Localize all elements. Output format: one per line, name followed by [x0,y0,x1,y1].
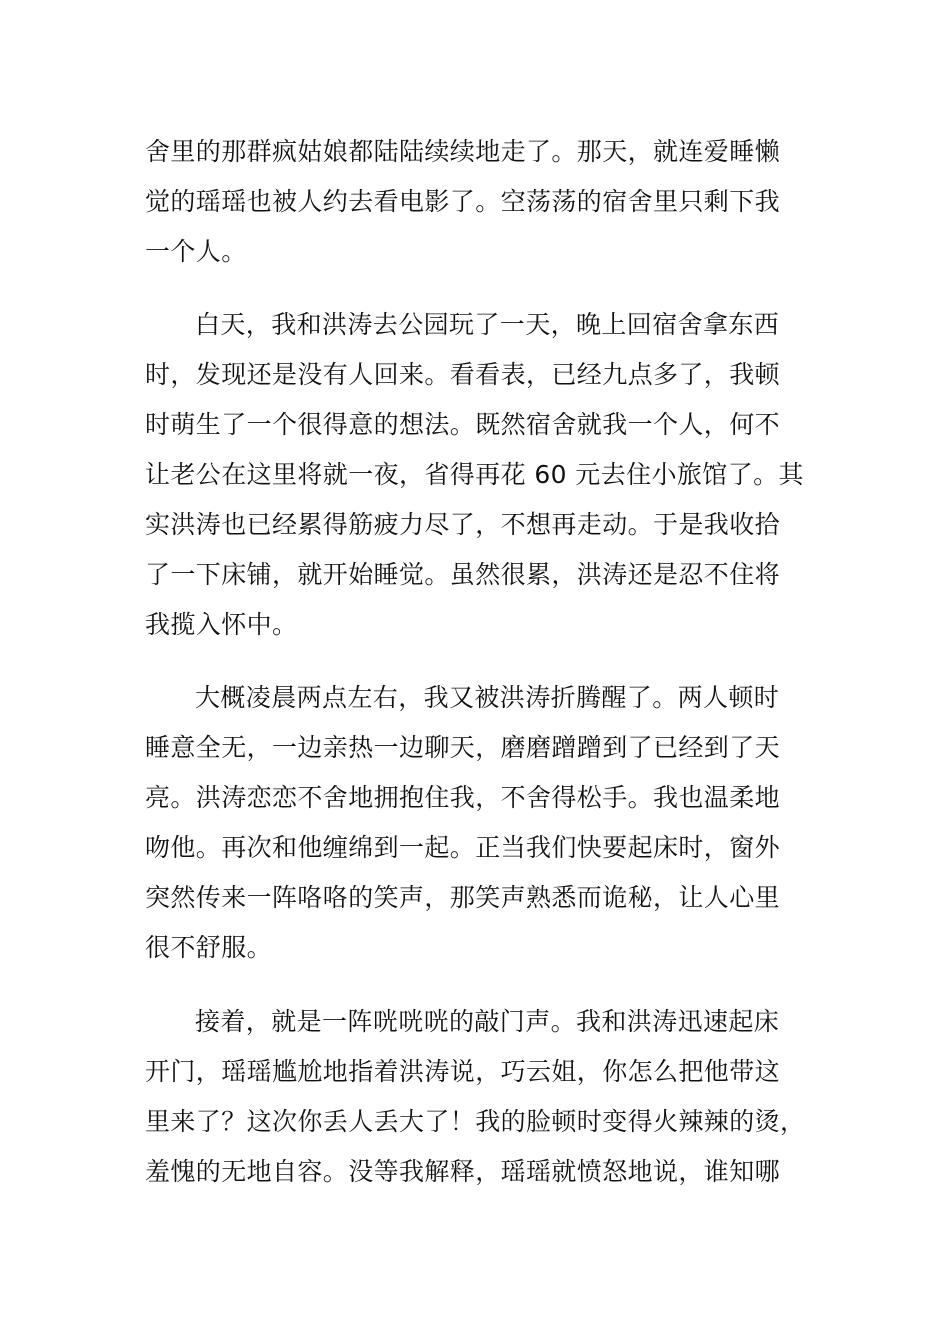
text-line: 一个人。 [145,237,247,266]
text-line: 接着，就是一阵咣咣咣的敲门声。我和洪涛迅速起床 [195,1007,780,1036]
text-line: 时，发现还是没有人回来。看看表，已经九点多了，我顿 [145,360,781,389]
text-line: 开门，瑶瑶尴尬地指着洪涛说，巧云姐，你怎么把他带这 [145,1057,781,1086]
text-line: 时萌生了一个很得意的想法。既然宿舍就我一个人，何不 [145,410,781,439]
text-line: 了一下床铺，就开始睡觉。虽然很累，洪涛还是忍不住将 [145,560,781,589]
text-line: 突然传来一阵咯咯的笑声，那笑声熟悉而诡秘，让人心里 [145,883,781,912]
text-line: 实洪涛也已经累得筋疲力尽了，不想再走动。于是我收拾 [145,510,781,539]
text-line: 羞愧的无地自容。没等我解释，瑶瑶就愤怒地说，谁知哪 [145,1157,781,1186]
text-line: 觉的瑶瑶也被人约去看电影了。空荡荡的宿舍里只剩下我 [145,187,781,216]
text-line: 睡意全无，一边亲热一边聊天，磨磨蹭蹭到了已经到了天 [145,733,781,762]
text-line: 大概凌晨两点左右，我又被洪涛折腾醒了。两人顿时 [195,683,780,712]
text-line: 亮。洪涛恋恋不舍地拥抱住我，不舍得松手。我也温柔地 [145,783,781,812]
text-line: 很不舒服。 [145,933,273,962]
text-line: 舍里的那群疯姑娘都陆陆续续地走了。那天，就连爱睡懒 [145,137,781,166]
text-line: 里来了？这次你丢人丢大了！我的脸顿时变得火辣辣的烫， [145,1107,806,1136]
text-line: 我揽入怀中。 [145,610,298,639]
text-line: 让老公在这里将就一夜，省得再花 60 元去住小旅馆了。其 [145,460,804,489]
text-line: 白天，我和洪涛去公园玩了一天，晚上回宿舍拿东西 [195,310,780,339]
text-line: 吻他。再次和他缠绵到一起。正当我们快要起床时，窗外 [145,833,781,862]
